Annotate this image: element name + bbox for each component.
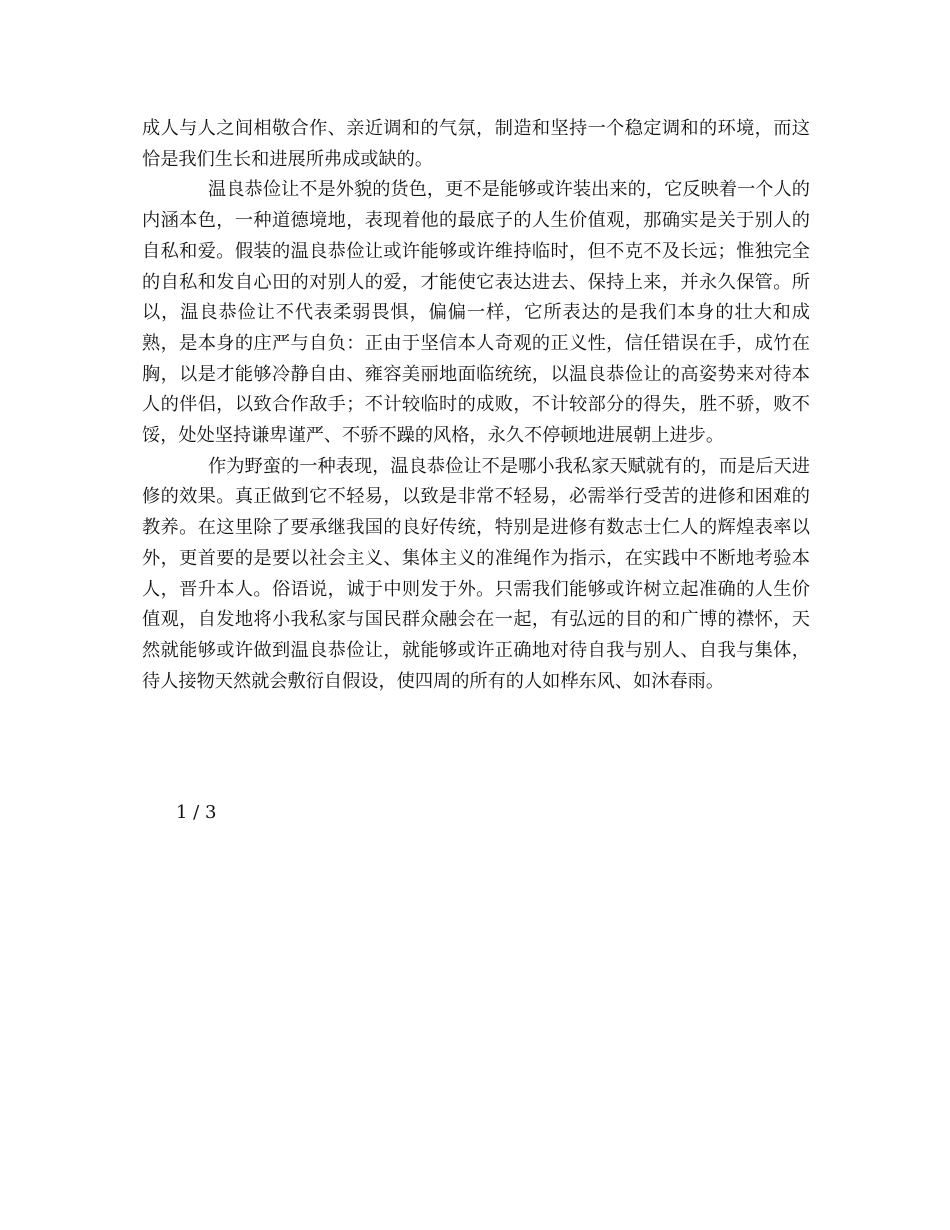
paragraph-3: 作为野蛮的一种表现，温良恭俭让不是哪小我私家天赋就有的，而是后天进修的效果。真正做到它不轻易，以致是非常不轻易，必需举行受苦的进修和困难的教养。在这里除了要承继我国的良好传统，特别是进修有数志士仁人的辉煌表率以外，更首要的是要以社会主义、集体主义的准绳作为指示，在实践中不断地考验本人，晋升本人。俗语说，诚于中则发于外。只需我们能够或许树立起准确的人生价值观，自发地将小我私家与国民群众融会在一起，有弘远的目的和广博的襟怀，天然就能够或许做到温良恭俭让，就能够或许正确地对待自我与别人、自我与集体，待人接物天然就会敷衍自假设，使四周的所有的人如桦东风、如沐春雨。: [142, 455, 810, 692]
body-text: [142, 114, 810, 697]
page-number: 1 / 3: [176, 802, 217, 823]
paragraph-1: 成人与人之间相敬合作、亲近调和的气氛，制造和坚持一个稳定调和的环境，而这恰是我们生长和进展所弗成或缺的。: [142, 118, 810, 170]
paragraph-2: 温良恭俭让不是外貌的货色，更不是能够或许装出来的，它反映着一个人的内涵本色，一种道德境地，表现着他的最底子的人生价值观，那确实是关于别人的自私和爱。假装的温良恭俭让或许能够或许维持临时，但不克不及长远；惟独完全的自私和发自心田的对别人的爱，才能使它表达进去、保持上来，并永久保管。所以，温良恭俭让不代表柔弱畏惧，偏偏一样，它所表达的是我们本身的壮大和成熟，是本身的庄严与自负：正由于坚信本人奇观的正义性，信任错误在手，成竹在胸，以是才能够冷静自由、雍容美丽地面临统统，以温良恭俭让的高姿势来对待本人的伴侣，以致合作敌手；不计较临时的成败，不计较部分的得失，胜不骄，败不馁，处处坚持谦卑谨严、不骄不躁的风格，永久不停顿地进展朝上进步。: [142, 179, 810, 447]
